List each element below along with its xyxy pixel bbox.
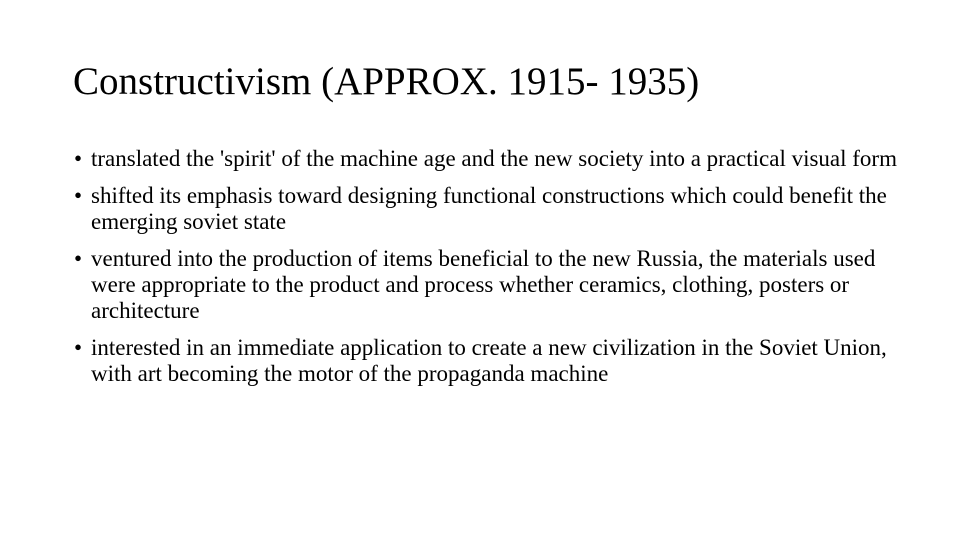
slide-title: Constructivism (APPROX. 1915- 1935) (73, 60, 700, 103)
bullet-item (74, 246, 904, 324)
bullet-item (74, 183, 904, 235)
bullet-text: translated the 'spirit' of the machine age and the new society into a practical visual form (91, 146, 897, 171)
bullet-dot-icon: • (74, 246, 83, 271)
bullet-dot-icon: • (74, 183, 83, 208)
bullet-item (74, 146, 904, 172)
bullet-list (74, 146, 904, 398)
bullet-dot-icon: • (74, 335, 83, 360)
bullet-text: ventured into the production of items beneficial to the new Russia, the materials used were appropriate to the product and process whether ceramics, clothing, posters or architecture (91, 246, 876, 323)
bullet-dot-icon: • (74, 146, 83, 171)
bullet-text: shifted its emphasis toward designing functional constructions which could benefit the emerging soviet state (91, 183, 887, 234)
bullet-text: interested in an immediate application to create a new civilization in the Soviet Union, with art becoming the motor of the propaganda machine (91, 335, 887, 386)
bullet-item (74, 335, 904, 387)
